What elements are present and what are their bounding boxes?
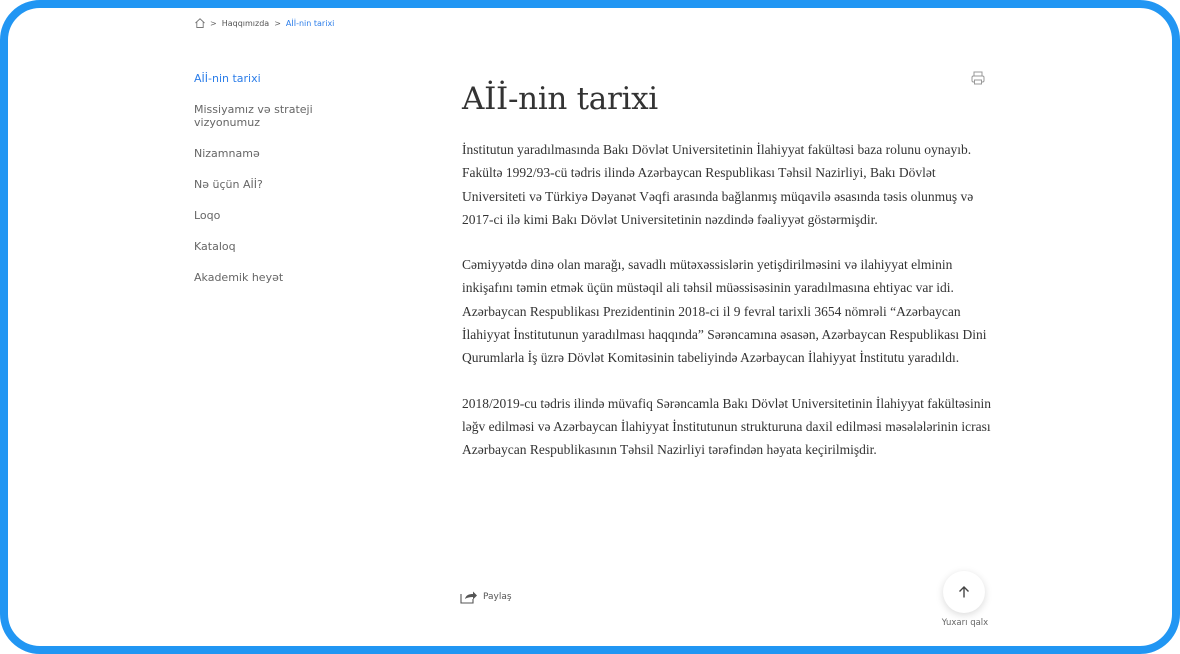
breadcrumb bbox=[194, 16, 339, 30]
sidebar-item-staff[interactable]: Akademik heyət bbox=[194, 271, 284, 284]
share-icon bbox=[460, 590, 478, 604]
breadcrumb-separator: > bbox=[210, 18, 217, 28]
breadcrumb-item-current: Aİİ-nin tarixi bbox=[285, 18, 335, 28]
paragraph: 2018/2019-cu tədris ilində müvafiq Sərəncamla Bakı Dövlət Universitetinin İlahiyyat fakültəsinin ləğv edilməsi və Azərbaycan İlahiyyat İnstitutunun strukturuna daxil edilməsi məsələlərinin icrası Azərbaycan Respublikasının Təhsil Nazirliyi tərəfindən həyata keçirilmişdir. bbox=[462, 395, 991, 458]
printer-icon[interactable] bbox=[970, 70, 986, 86]
sidebar-item-mission[interactable]: Missiyamız və strateji vizyonumuz bbox=[194, 103, 313, 129]
sidebar-item-why[interactable]: Nə üçün Aİİ? bbox=[194, 178, 263, 191]
arrow-up-icon bbox=[957, 585, 971, 599]
back-to-top-button[interactable] bbox=[943, 571, 985, 613]
sidebar-item-logo[interactable]: Loqo bbox=[194, 209, 221, 222]
share-label: Paylaş bbox=[483, 592, 512, 602]
sidebar-nav bbox=[194, 72, 354, 302]
paragraph: Cəmiyyətdə dinə olan marağı, savadlı mütəxəssislərin yetişdirilməsini və ilahiyyat elminin inkişafını təmin etmək üçün müstəqil ali təhsil müəssisəsinin yaradılmasına ehtiyac var idi. Azərbaycan Respublikası Prezidentinin 2018-ci il 9 fevral tarixli 3654 nömrəli “Azərbaycan İlahiyyat İnstitutunun yaradılması haqqında” Sərəncamına əsasən, Azərbaycan Respublikası Dini Qurumlarla İş üzrə Dövlət Komitəsinin tabeliyində Azərbaycan İlahiyyat İnstitutu yaradıldı. bbox=[462, 257, 987, 366]
breadcrumb-item-about[interactable]: Haqqımızda bbox=[221, 18, 270, 28]
sidebar-item-catalog[interactable]: Kataloq bbox=[194, 240, 236, 253]
article-body bbox=[462, 138, 992, 484]
back-to-top-label: Yuxarı qalx bbox=[941, 618, 989, 628]
share-button[interactable] bbox=[460, 590, 512, 604]
sidebar-item-history[interactable]: Aİİ-nin tarixi bbox=[194, 72, 261, 85]
sidebar-item-charter[interactable]: Nizamnamə bbox=[194, 147, 260, 160]
page-title: Aİİ-nin tarixi bbox=[462, 80, 658, 117]
paragraph: İnstitutun yaradılmasında Bakı Dövlət Universitetinin İlahiyyat fakültəsi baza rolunu oynayıb. Fakültə 1992/93-cü tədris ilində Azərbaycan Respublikası Təhsil Nazirliyi, Bakı Dövlət Universiteti və Türkiyə Dəyanət Vəqfi arasında bağlanmış müqavilə əsasında təsis olunmuş və 2017-ci ilə kimi Bakı Dövlət Universitetinin nəzdində fəaliyyət göstərmişdir. bbox=[462, 142, 974, 227]
breadcrumb-separator: > bbox=[274, 18, 281, 28]
home-icon[interactable] bbox=[194, 17, 206, 29]
